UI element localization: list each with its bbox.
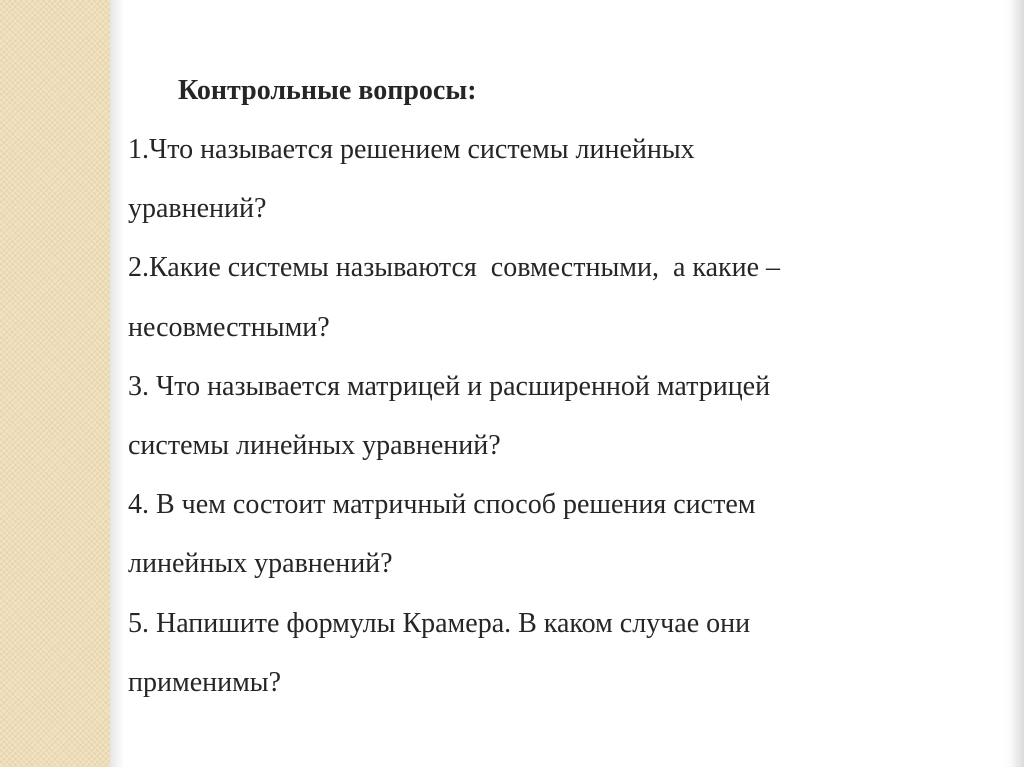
question-4-line-2: линейных уравнений? bbox=[128, 548, 393, 580]
side-strip-shadow bbox=[110, 0, 124, 767]
question-5-line-1: 5. Напишите формулы Крамера. В каком случае они bbox=[128, 607, 751, 639]
question-3-line-2: системы линейных уравнений? bbox=[128, 430, 501, 462]
slide-heading: Контрольные вопросы: bbox=[178, 75, 477, 106]
right-edge-shadow bbox=[1002, 0, 1024, 767]
question-2-line-1: 2.Какие системы называются совместными, а какие – bbox=[128, 252, 781, 284]
question-1-line-1: 1.Что называется решением системы линейных bbox=[128, 134, 695, 165]
question-2-line-2: несовместными? bbox=[128, 311, 330, 343]
decorative-side-strip bbox=[0, 0, 110, 767]
question-1-line-2: уравнений? bbox=[128, 193, 267, 225]
question-5-line-2: применимы? bbox=[128, 666, 282, 698]
question-4-line-1: 4. В чем состоит матричный способ решения систем bbox=[128, 489, 756, 521]
slide-content bbox=[128, 62, 988, 712]
question-3-line-1: 3. Что называется матрицей и расширенной матрицей bbox=[128, 370, 771, 402]
